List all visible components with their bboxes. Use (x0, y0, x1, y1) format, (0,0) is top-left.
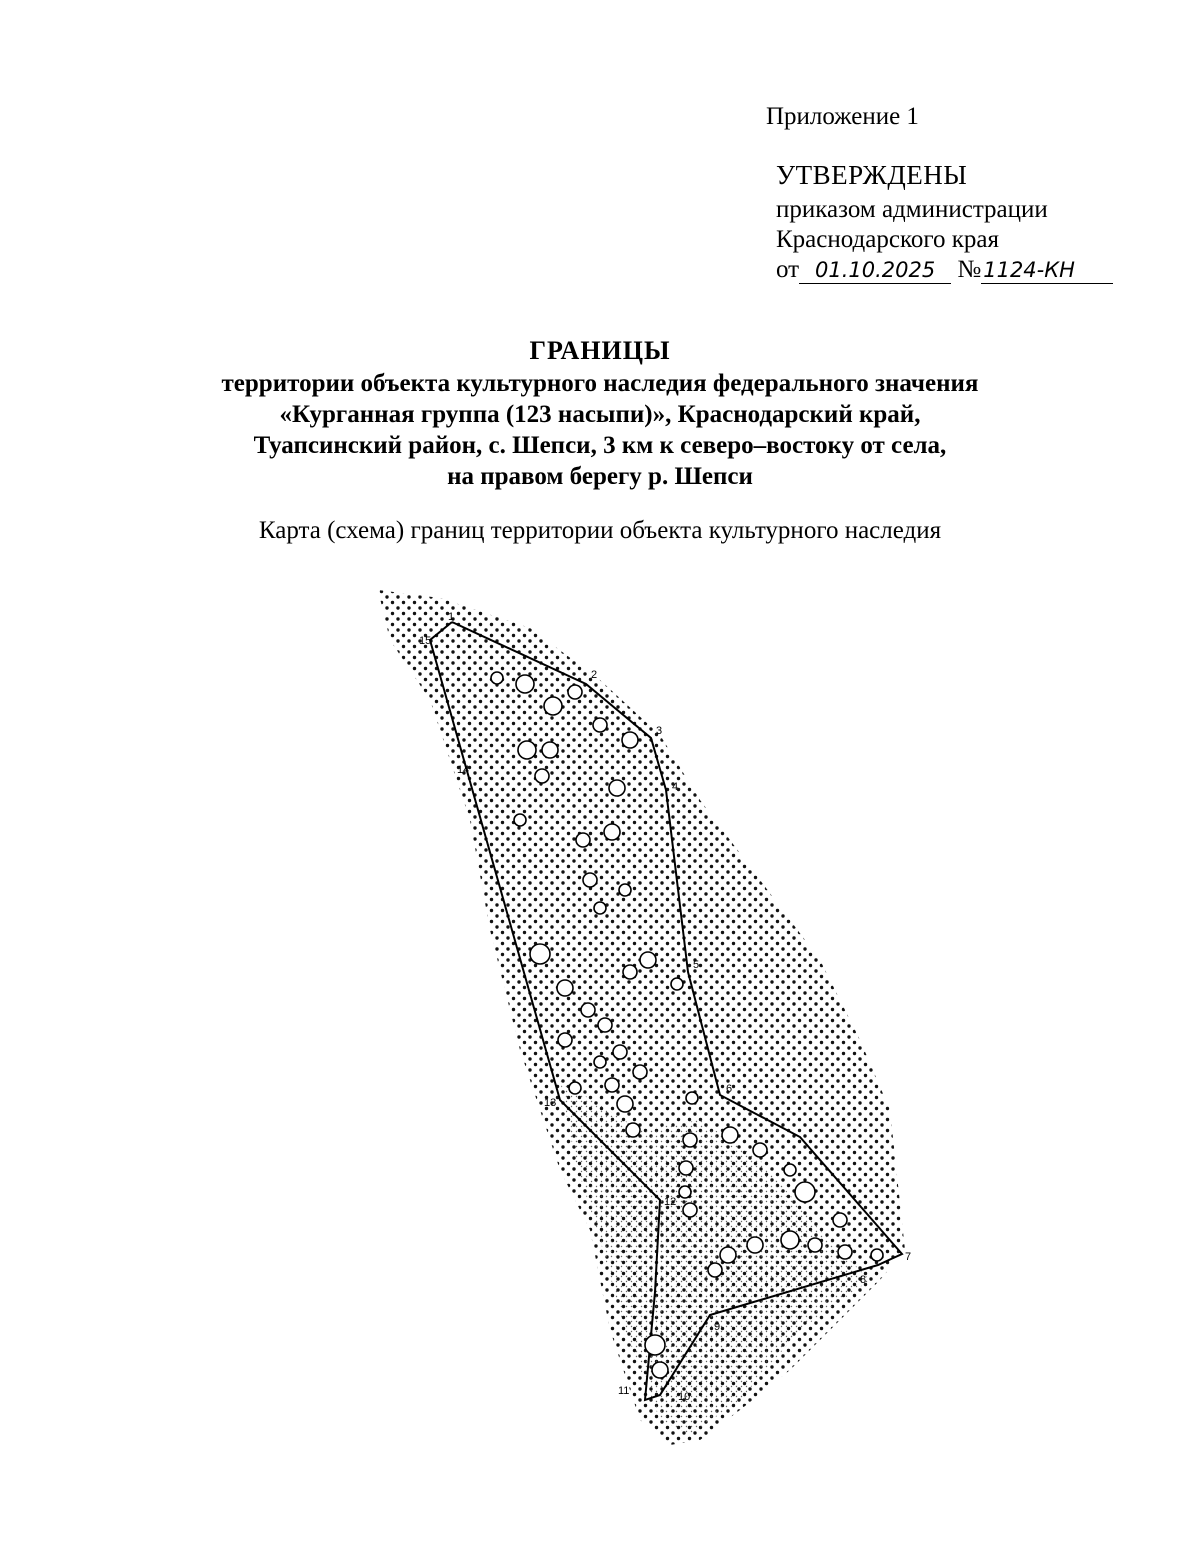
point-label: 11 (618, 1385, 630, 1397)
subtitle-line: «Курганная группа (123 насыпи)», Краснодарский край, (279, 401, 921, 428)
barrow-mound (583, 873, 597, 887)
point-label: 5 (693, 959, 700, 971)
point-label: 3 (656, 725, 663, 737)
barrow-mound (808, 1238, 822, 1252)
point-label: 12 (664, 1196, 677, 1208)
barrow-mound (568, 685, 582, 699)
barrow-mound (683, 1133, 697, 1147)
barrow-mound (679, 1186, 691, 1198)
barrow-mound (558, 1033, 572, 1047)
approved-by-line: приказом администрации (776, 196, 1048, 223)
barrow-mound (720, 1247, 736, 1263)
barrow-mound (581, 1003, 595, 1017)
barrow-mound (722, 1127, 738, 1143)
point-label: 14 (457, 764, 470, 776)
barrow-mound (747, 1237, 763, 1253)
barrow-mound (833, 1213, 847, 1227)
document-title: ГРАНИЦЫ (529, 336, 671, 365)
barrow-mound (652, 1362, 668, 1378)
barrow-mound (594, 1056, 606, 1068)
barrow-mound (518, 741, 536, 759)
barrow-mound (598, 1018, 612, 1032)
barrow-mound (679, 1161, 693, 1175)
barrow-mound (626, 1123, 640, 1137)
barrow-mound (619, 884, 631, 896)
barrow-mound (593, 718, 607, 732)
barrow-mound (535, 769, 549, 783)
barrow-mound (530, 944, 550, 964)
point-label: 15 (419, 635, 432, 647)
point-label: 1 (448, 611, 455, 623)
barrow-mound (781, 1231, 799, 1249)
barrow-mound (617, 1096, 633, 1112)
barrow-mound (604, 824, 620, 840)
barrow-mound (686, 1092, 698, 1104)
order-date-number (776, 256, 1113, 284)
barrow-mound (557, 980, 573, 996)
subtitle-line: территории объекта культурного наследия федерального значения (221, 370, 979, 397)
barrow-mound (753, 1143, 767, 1157)
barrow-mound (640, 952, 656, 968)
barrow-mound (645, 1335, 665, 1355)
barrow-mound (609, 780, 625, 796)
document-title-block (0, 336, 1200, 492)
point-label: 2 (591, 669, 598, 681)
barrow-mound (683, 1203, 697, 1217)
barrow-mound (516, 675, 534, 693)
number-prefix: № (957, 256, 982, 283)
point-label: 9 (714, 1321, 721, 1333)
handwritten-date: 01.10.2025 (799, 257, 951, 284)
point-label: 13 (544, 1097, 557, 1109)
subtitle-line: на правом берегу р. Шепси (447, 463, 753, 490)
appendix-label: Приложение 1 (766, 103, 919, 130)
map-caption: Карта (схема) границ территории объекта культурного наследия (258, 517, 942, 544)
barrow-mound (605, 1078, 619, 1092)
barrow-mound (671, 978, 683, 990)
point-label: 4 (672, 781, 679, 793)
point-label: 8 (860, 1274, 867, 1286)
barrow-mound (569, 1082, 581, 1094)
date-prefix: от (776, 256, 800, 283)
barrow-mound (491, 672, 503, 684)
barrow-mound (784, 1164, 796, 1176)
point-label: 6 (726, 1083, 733, 1095)
point-label: 7 (905, 1251, 912, 1263)
approved-authority-line: Краснодарского края (776, 226, 999, 253)
barrow-mound (795, 1182, 815, 1202)
barrow-mound (871, 1249, 883, 1261)
boundary-map (360, 580, 920, 1450)
approved-heading: УТВЕРЖДЕНЫ (776, 160, 968, 190)
point-label: 10 (678, 1391, 691, 1403)
barrow-mound (708, 1263, 722, 1277)
barrow-mound (622, 732, 638, 748)
barrow-mound (594, 902, 606, 914)
barrow-mound (838, 1245, 852, 1259)
handwritten-number: 1124-КН (981, 257, 1113, 284)
subtitle-line: Туапсинский район, с. Шепси, 3 км к северо–востоку от села, (253, 432, 947, 459)
barrow-mound (623, 965, 637, 979)
barrow-mound (542, 742, 558, 758)
barrow-mound (544, 697, 562, 715)
barrow-mound (613, 1045, 627, 1059)
barrow-mound (514, 814, 526, 826)
barrow-mound (576, 833, 590, 847)
barrow-mound (633, 1065, 647, 1079)
